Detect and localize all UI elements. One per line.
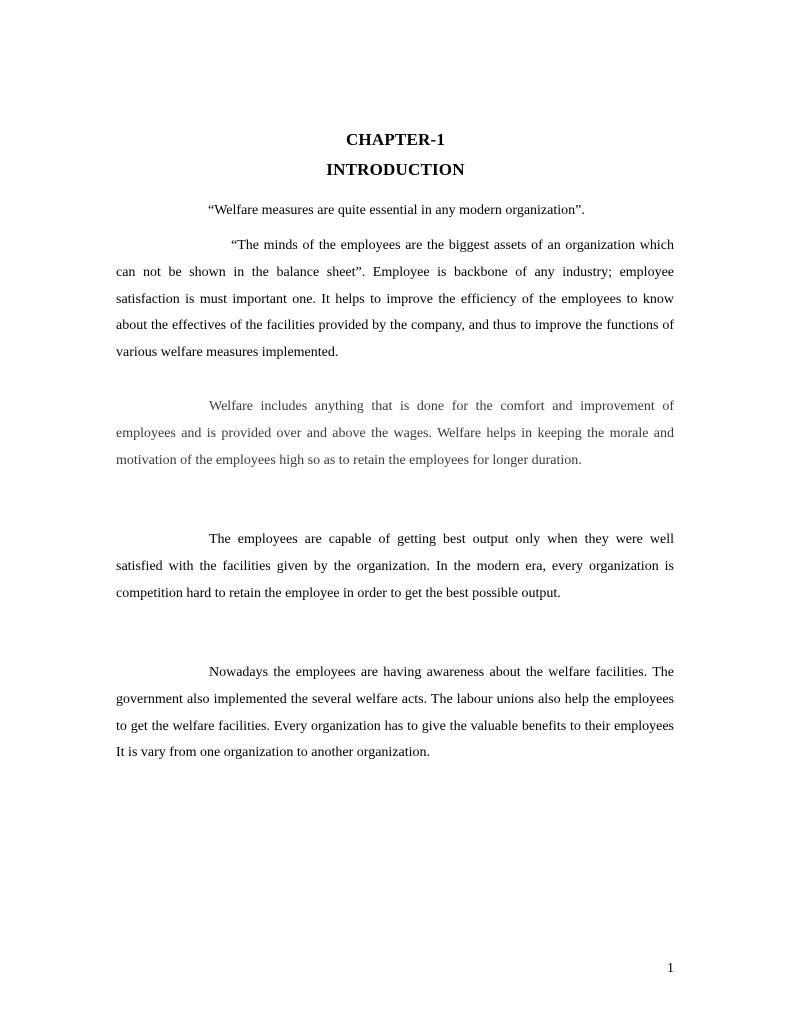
paragraph-2: Welfare includes anything that is done for the comfort and improvement of employees and is provided over and above the wages. Welfare helps in keeping the morale and motivation of the employees high so as to retain the employees for longer duration.: [116, 399, 674, 468]
page-number: 1: [667, 961, 674, 976]
paragraph-4: Nowadays the employees are having awareness about the welfare facilities. The government also implemented the several welfare acts. The labour unions also help the employees to get the welfare facilities. Every organization has to give the valuable benefits to their employees It is vary from one organization to another organization.: [116, 665, 674, 761]
page-title: INTRODUCTION: [326, 160, 465, 179]
paragraph-3: The employees are capable of getting best output only when they were well satisfied with the facilities given by the organization. In the modern era, every organization is competition hard to retain the employee in order to get the best possible output.: [116, 532, 674, 601]
epigraph-quote: “Welfare measures are quite essential in any modern organization”.: [208, 203, 585, 218]
chapter-heading: CHAPTER-1: [345, 130, 446, 149]
paragraph-1: “The minds of the employees are the biggest assets of an organization which can not be shown in the balance sheet”. Employee is backbone of any industry; employee satisfaction is must important one. It helps to improve the efficiency of the employees to know about the effectives of the facilities provided by the company, and thus to improve the functions of various welfare measures implemented.: [116, 238, 674, 361]
